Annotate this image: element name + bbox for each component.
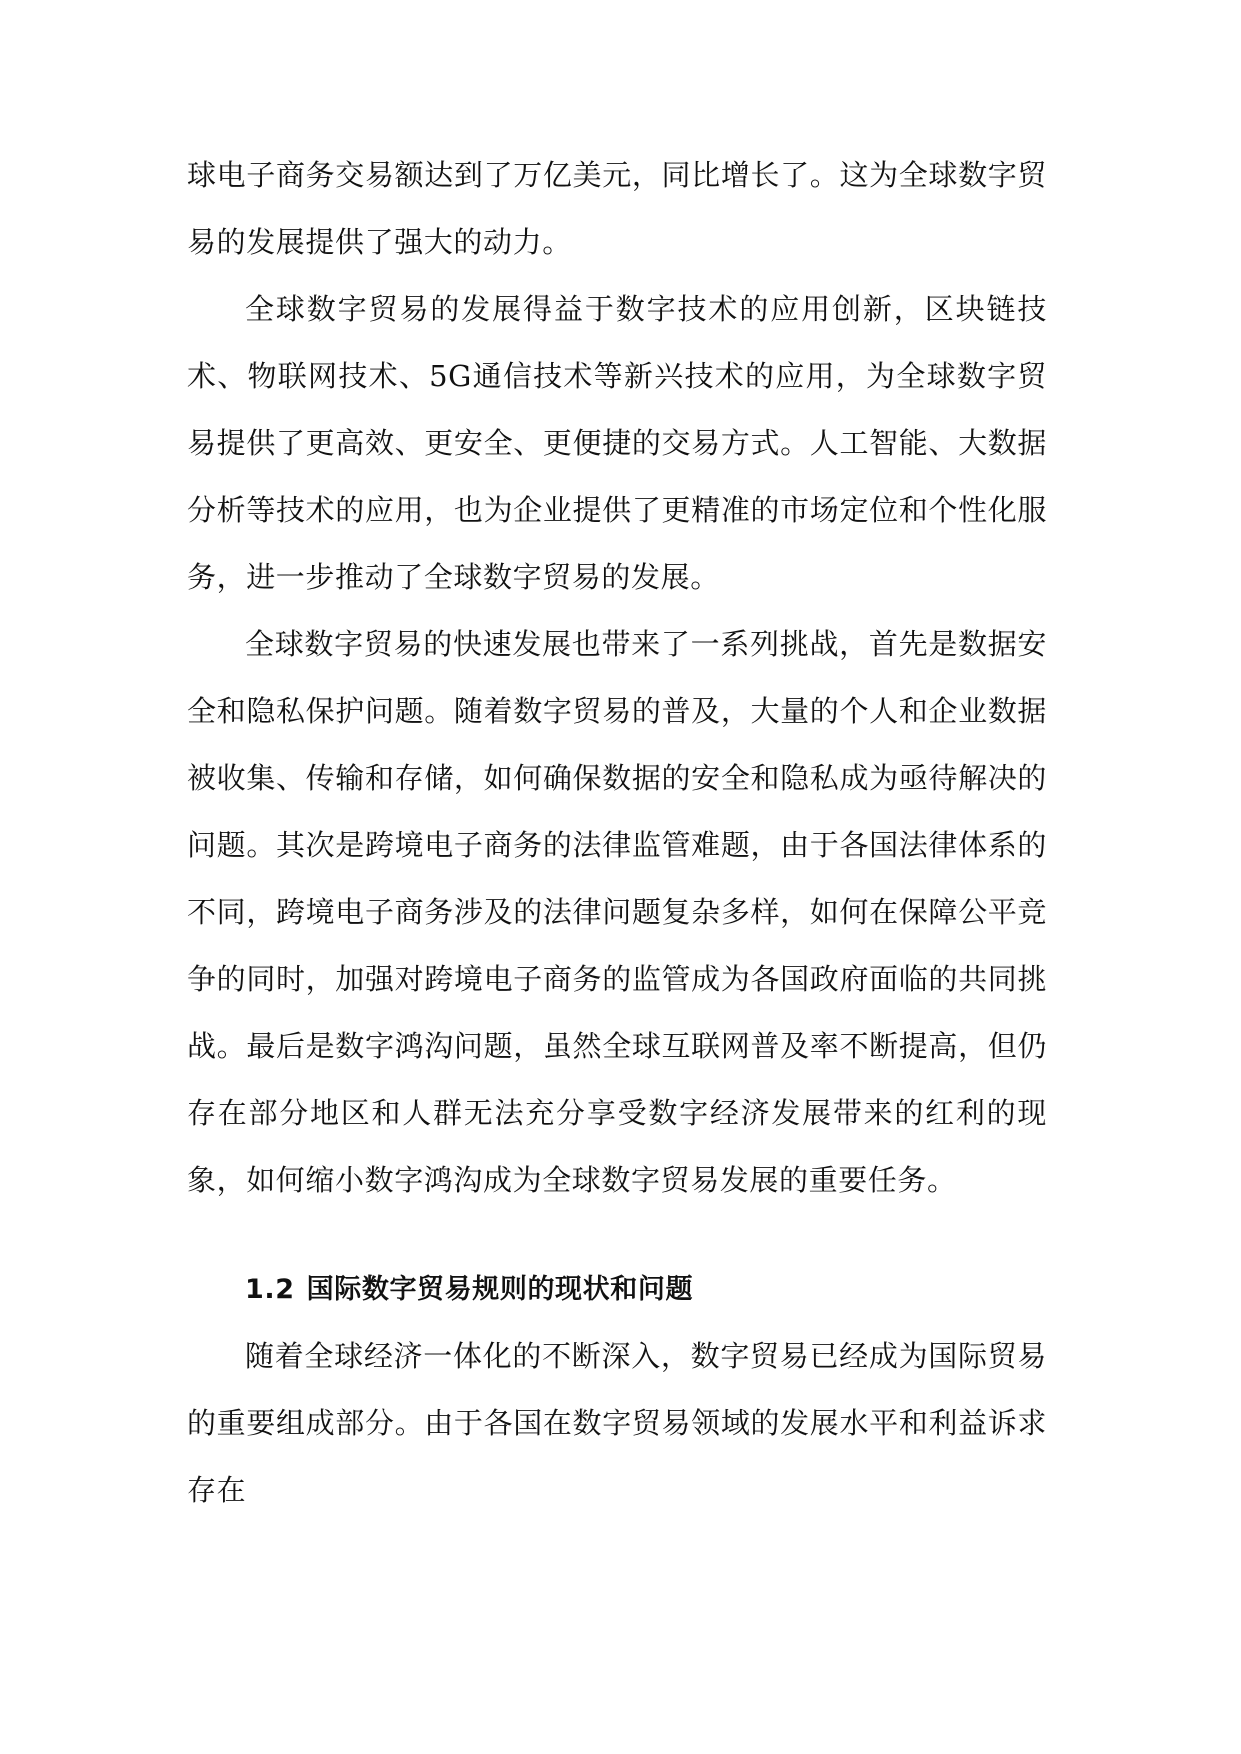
section-number: 1.2	[245, 1274, 295, 1305]
paragraph-digital-trade-challenges: 全球数字贸易的快速发展也带来了一系列挑战，首先是数据安全和隐私保护问题。随着数字贸易的普及，大量的个人和企业数据被收集、传输和存储，如何确保数据的安全和隐私成为亟待解决的问题。其次是跨境电子商务的法律监管难题，由于各国法律体系的不同，跨境电子商务涉及的法律问题复杂多样，如何在保障公平竞争的同时，加强对跨境电子商务的监管成为各国政府面临的共同挑战。最后是数字鸿沟问题，虽然全球互联网普及率不断提高，但仍存在部分地区和人群无法充分享受数字经济发展带来的红利的现象，如何缩小数字鸿沟成为全球数字贸易发展的重要任务。	[187, 627, 1047, 1197]
page-body	[187, 142, 1047, 1524]
section-title: 国际数字贸易规则的现状和问题	[306, 1274, 694, 1305]
section-heading	[187, 1256, 1047, 1323]
paragraph-section-intro: 随着全球经济一体化的不断深入，数字贸易已经成为国际贸易的重要组成部分。由于各国在数字贸易领域的发展水平和利益诉求存在	[187, 1339, 1047, 1507]
paragraph-continuation: 球电子商务交易额达到了万亿美元，同比增长了。这为全球数字贸易的发展提供了强大的动力。	[187, 158, 1047, 259]
paragraph-digital-tech-innovation: 全球数字贸易的发展得益于数字技术的应用创新，区块链技术、物联网技术、5G通信技术等新兴技术的应用，为全球数字贸易提供了更高效、更安全、更便捷的交易方式。人工智能、大数据分析等技术的应用，也为企业提供了更精准的市场定位和个性化服务，进一步推动了全球数字贸易的发展。	[187, 292, 1047, 594]
